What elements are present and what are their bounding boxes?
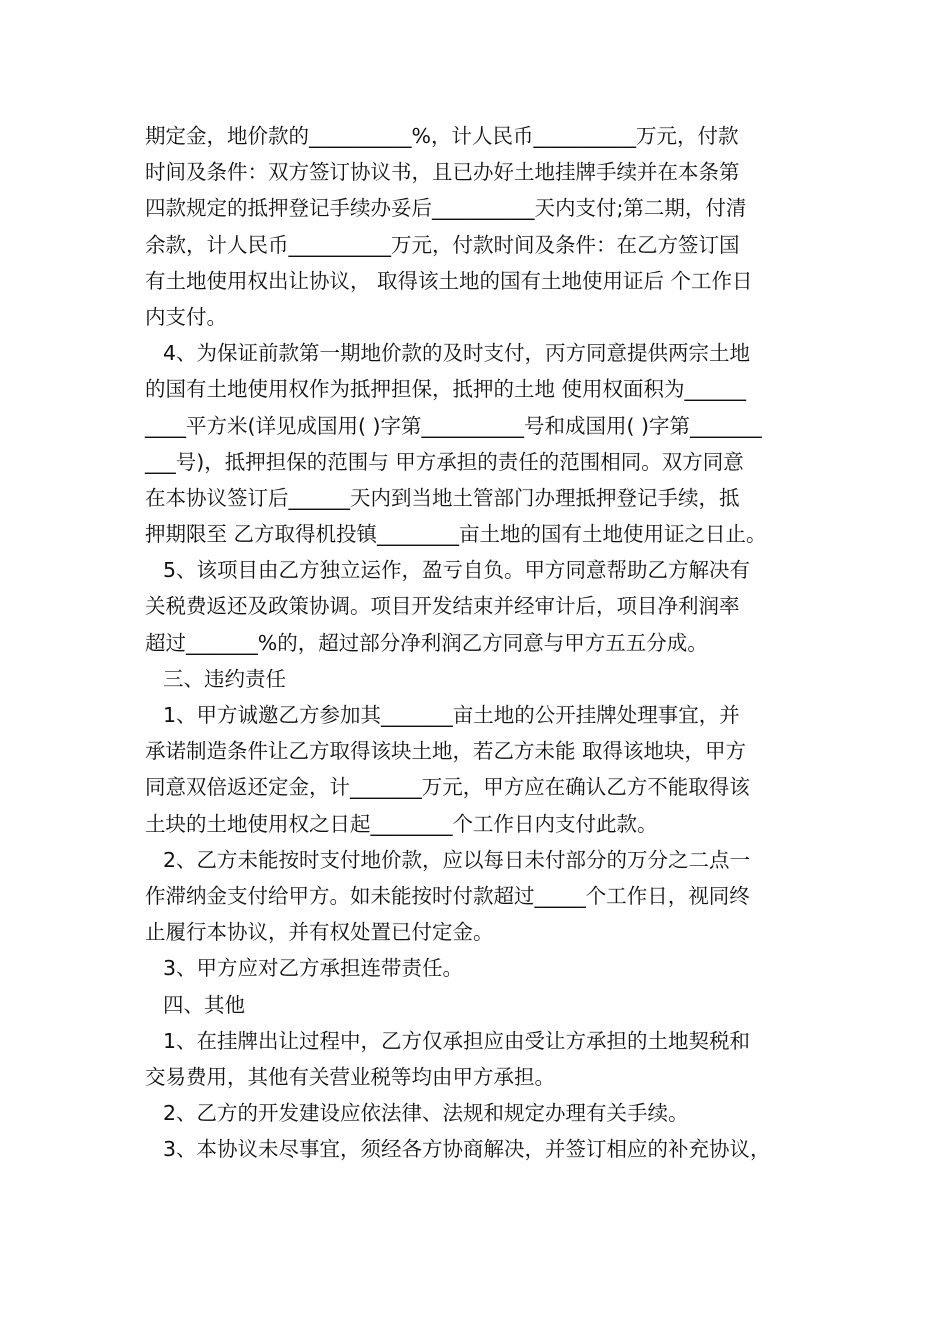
text-line: 押期限至 乙方取得机投镇________亩土地的国有土地使用证之日止。: [145, 522, 767, 547]
text-line: 三、违约责任: [163, 666, 286, 691]
text-line: ___号)，抵押担保的范围与 甲方承担的责任的范围相同。双方同意: [145, 449, 744, 474]
text-line: ____平方米(详见成国用( )字第__________号和成国用( )字第_______: [145, 413, 762, 438]
text-line: 内支付。: [145, 304, 227, 329]
text-line: 土块的土地使用权之日起________个工作日内支付此款。: [145, 811, 658, 836]
text-line: 作滞纳金支付给甲方。如未能按时付款超过_____个工作日，视同终: [145, 883, 750, 908]
text-line: 在本协议签订后______天内到当地土管部门办理抵押登记手续，抵: [145, 485, 740, 510]
text-line: 的国有土地使用权作为抵押担保，抵押的土地 使用权面积为______: [145, 377, 747, 402]
text-line: 时间及条件：双方签订协议书，且已办好土地挂牌手续并在本条第: [145, 160, 740, 185]
text-line: 4、为保证前款第一期地价款的及时支付，丙方同意提供两宗土地: [163, 341, 751, 366]
text-line: 1、甲方诚邀乙方参加其_______亩土地的公开挂牌处理事宜，并: [163, 703, 740, 727]
text-line: 3、本协议未尽事宜，须经各方协商解决，并签订相应的补充协议，: [163, 1137, 771, 1162]
text-line: 余款，计人民币__________万元，付款时间及条件：在乙方签订国: [145, 232, 740, 257]
text-line: 交易费用，其他有关营业税等均由甲方承担。: [145, 1064, 555, 1089]
text-line: 同意双倍返还定金，计_______万元，甲方应在确认乙方不能取得该: [145, 775, 750, 800]
text-line: 承诺制造条件让乙方取得该块土地，若乙方未能 取得该地块，甲方: [145, 739, 747, 764]
text-line: 四、其他: [163, 992, 245, 1017]
text-line: 2、乙方未能按时支付地价款，应以每日未付部分的万分之二点一: [163, 847, 751, 872]
text-line: 期定金，地价款的__________%，计人民币__________万元，付款: [145, 124, 739, 148]
text-line: 关税费返还及政策协调。项目开发结束并经审计后，项目净利润率: [145, 594, 740, 619]
text-line: 超过_______%的，超过部分净利润乙方同意与甲方五五分成。: [145, 630, 708, 655]
text-line: 1、在挂牌出让过程中，乙方仅承担应由受让方承担的土地契税和: [163, 1028, 751, 1053]
text-line: 四款规定的抵押登记手续办妥后__________天内支付;第二期，付清: [145, 196, 747, 221]
text-line: 3、甲方应对乙方承担连带责任。: [163, 956, 464, 981]
text-line: 有土地使用权出让协议， 取得该土地的国有土地使用证后 个工作日: [145, 268, 753, 293]
text-line: 止履行本协议，并有权处置已付定金。: [145, 920, 494, 945]
text-line: 5、该项目由乙方独立运作，盈亏自负。甲方同意帮助乙方解决有: [163, 558, 751, 583]
agreement-text: [145, 118, 815, 1167]
text-line: 2、乙方的开发建设应依法律、法规和规定办理有关手续。: [163, 1101, 689, 1126]
